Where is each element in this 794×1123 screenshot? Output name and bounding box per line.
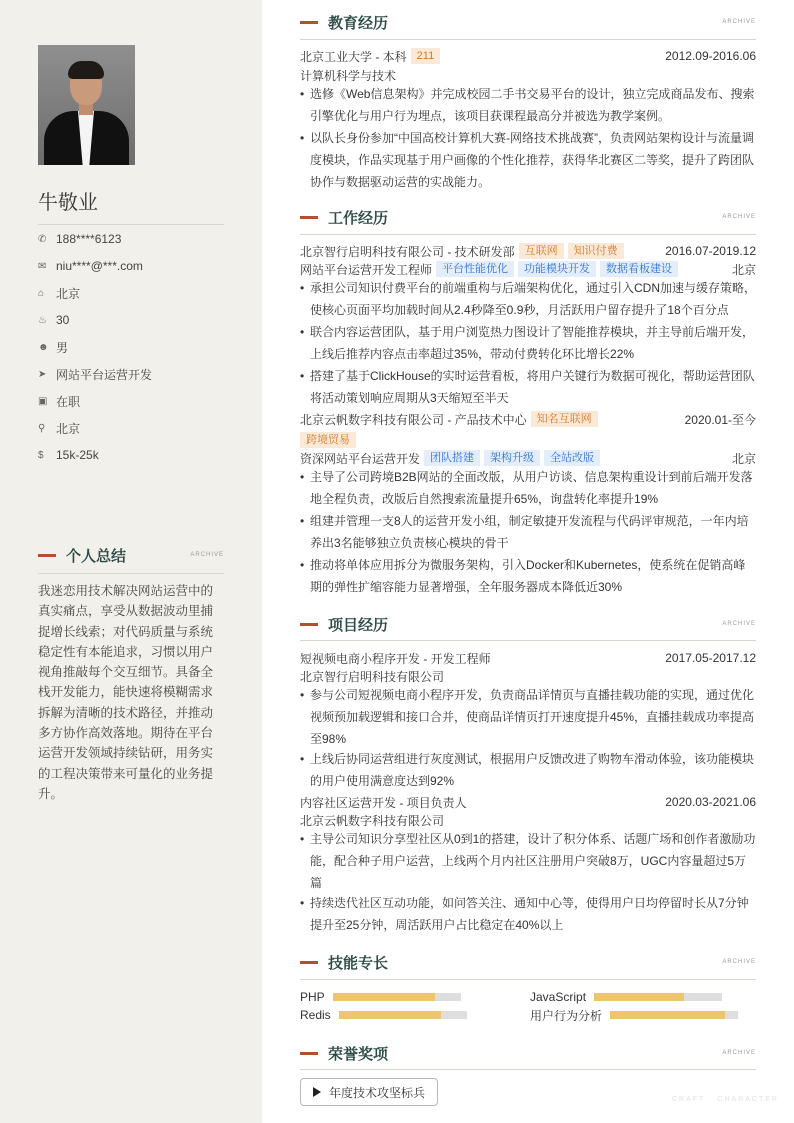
skill-item: [300, 1007, 467, 1023]
info-location: ⚲ 北京: [38, 421, 81, 436]
role-tag: 架构升级: [484, 450, 540, 466]
company-tag: 跨境贸易: [300, 432, 356, 448]
job-company: 北京云帆数字科技有限公司 - 产品技术中心: [300, 412, 527, 427]
projects-header: [300, 613, 756, 635]
company-tag: 互联网: [519, 243, 564, 259]
archive-label: ARCHIVE: [722, 621, 756, 627]
education-date: 2012.09-2016.06: [665, 49, 756, 63]
job-company-row: [300, 242, 756, 260]
skill-bar-fill: [610, 1011, 725, 1019]
skills-title: 技能专长: [328, 954, 389, 972]
phone-icon: ✆: [38, 233, 47, 245]
send-icon: ➤: [38, 368, 47, 380]
list-item: • 选修《Web信息架构》并完成校园二手书交易平台的设计，独立完成商品发布、搜索引擎优化与用户行为埋点，该项目获课程最高分并被选为教学案例。: [300, 83, 756, 127]
candidate-name: 牛敬业: [38, 192, 98, 214]
role-tag: 全站改版: [544, 450, 600, 466]
list-item: • 承担公司知识付费平台的前端重构与后端架构优化，通过引入CDN加速与缓存策略，使核心页面平均加载时间从2.4秒降至0.9秒，月活跃用户留存提升了18个百分点: [300, 277, 756, 321]
project-date: 2020.03-2021.06: [665, 795, 756, 809]
skill-bar-fill: [333, 993, 435, 1001]
role-tag: 数据看板建设: [600, 261, 678, 277]
summary-text: 我迷恋用技术解决网站运营中的真实痛点，享受从数据波动里捕捉增长线索；对代码质量与系统稳定性有本能追求，习惯以用户视角推敲每个交互细节。具备全栈开发能力，能快速将模糊需求拆解为清晰的技术路径，并推动多方协作高效落地。期待在平台运营开发领域持续钻研，用务实的工程决策带来可量化的业务提升。: [38, 584, 214, 801]
divider: [300, 234, 756, 235]
info-email: ✉ niu****@***.com: [38, 259, 143, 273]
archive-label: ARCHIVE: [722, 959, 756, 965]
play-icon: [313, 1087, 321, 1097]
skills-header: [300, 951, 756, 973]
info-status: ▣ 在职: [38, 394, 81, 409]
list-item: • 主导了公司跨境B2B网站的全面改版，从用户访谈、信息架构重设计到前后端开发落地全程负责，改版后自然搜索流量提升65%，询盘转化率提升19%: [300, 466, 756, 510]
project-date: 2017.05-2017.12: [665, 651, 756, 665]
list-item: • 以队长身份参加“中国高校计算机大赛-网络技术挑战赛”，负责网站架构设计与流量调度模块，作品实现基于用户画像的个性化推荐，获得华北赛区二等奖，提升了跨团队协作与数据驱动运营的实战能力。: [300, 127, 756, 193]
skill-bar: [339, 1011, 467, 1019]
skill-item: [530, 1007, 738, 1023]
section-accent-bar: [300, 1052, 318, 1055]
section-accent-bar: [38, 554, 56, 557]
role-tag: 平台性能优化: [436, 261, 514, 277]
skill-name: PHP: [300, 990, 325, 1004]
role-tag: 团队搭建: [424, 450, 480, 466]
project-company: 北京云帆数字科技有限公司: [300, 813, 445, 828]
skill-bar: [610, 1011, 738, 1019]
section-accent-bar: [300, 216, 318, 219]
section-accent-bar: [300, 623, 318, 626]
award-item[interactable]: [300, 1078, 438, 1106]
skill-bar: [594, 993, 722, 1001]
list-item: • 联合内容运营团队，基于用户浏览热力图设计了智能推荐模块，并主导前后端开发，上线后推荐内容点击率超过35%，带动付费转化环比增长22%: [300, 321, 756, 365]
section-accent-bar: [300, 21, 318, 24]
cake-icon: ♨: [38, 314, 47, 326]
info-hometown: ⌂ 北京: [38, 286, 81, 301]
job-city: 北京: [731, 451, 756, 466]
profile-photo: [38, 45, 135, 165]
job-company-row: [300, 410, 756, 428]
list-item: • 组建并管理一支8人的运营开发小组，制定敏捷开发流程与代码评审规范，一年内培养出3名能够独立负责核心模块的骨干: [300, 510, 756, 554]
archive-label: ARCHIVE: [722, 19, 756, 25]
info-gender: ☻ 男: [38, 340, 69, 355]
archive-label: ARCHIVE: [722, 214, 756, 220]
briefcase-icon: ▣: [38, 395, 48, 407]
divider: [300, 979, 756, 980]
skill-item: [300, 989, 461, 1005]
job-role-row: [300, 449, 756, 467]
project-name: 短视频电商小程序开发 - 开发工程师: [300, 651, 491, 666]
education-major: 计算机科学与技术: [300, 68, 397, 83]
award-label: 年度技术攻坚标兵: [329, 1085, 426, 1100]
list-item: • 上线后协同运营组进行灰度测试，根据用户反馈改进了购物车滑动体验，该功能模块的用户使用满意度达到92%: [300, 748, 756, 792]
skill-item: [530, 989, 722, 1005]
company-tag: 知名互联网: [531, 411, 598, 427]
location-icon: ⚲: [38, 422, 46, 434]
info-phone: ✆ 188****6123: [38, 232, 122, 246]
list-item: • 主导公司知识分享型社区从0到1的搭建，设计了积分体系、话题广场和创作者激励功能，配合种子用户运营，上线两个月内社区注册用户突破8万，UGC内容量超过5万篇: [300, 828, 756, 894]
project-row: [300, 649, 756, 667]
skill-bar-fill: [339, 1011, 441, 1019]
list-item: • 搭建了基于ClickHouse的实时运营看板，将用户关键行为数据可视化，帮助运营团队将活动策划响应周期从3天缩短至半天: [300, 365, 756, 409]
education-header: [300, 11, 756, 33]
divider: [300, 640, 756, 641]
job-date: 2020.01-至今: [684, 412, 756, 427]
company-tag: 知识付费: [568, 243, 624, 259]
job-city: 北京: [731, 262, 756, 277]
summary-header: [38, 545, 224, 565]
awards-header: [300, 1042, 756, 1064]
work-header: [300, 206, 756, 228]
skill-name: 用户行为分析: [530, 1008, 603, 1023]
face-icon: ☻: [38, 341, 49, 353]
skill-name: Redis: [300, 1008, 331, 1022]
summary-title: 个人总结: [66, 547, 127, 565]
school-name: 北京工业大学 - 本科: [300, 49, 407, 64]
divider: [38, 224, 224, 225]
project-name: 内容社区运营开发 - 项目负责人: [300, 795, 467, 810]
school-tag: 211: [411, 48, 441, 64]
role-tag: 功能模块开发: [518, 261, 596, 277]
money-icon: $: [38, 449, 44, 461]
list-item: • 推动将单体应用拆分为微服务架构，引入Docker和Kubernetes，使系统在促销高峰期的弹性扩缩容能力显著增强，全年服务器成本降低近30%: [300, 554, 756, 598]
skill-name: JavaScript: [530, 990, 587, 1004]
project-row: [300, 793, 756, 811]
job-role: 网站平台运营开发工程师: [300, 262, 433, 277]
education-title: 教育经历: [328, 14, 389, 32]
awards-title: 荣誉奖项: [328, 1045, 389, 1063]
education-school-row: [300, 47, 756, 65]
watermark: CRAFT · CHARACTER: [672, 1096, 779, 1103]
project-company: 北京智行启明科技有限公司: [300, 669, 445, 684]
skill-bar: [333, 993, 461, 1001]
job-company: 北京智行启明科技有限公司 - 技术研发部: [300, 244, 515, 259]
skill-bar-fill: [594, 993, 684, 1001]
job-date: 2016.07-2019.12: [665, 244, 756, 258]
list-item: • 持续迭代社区互动功能，如问答关注、通知中心等，使得用户日均停留时长从7分钟提升至25分钟，周活跃用户占比稳定在40%以上: [300, 892, 756, 936]
projects-title: 项目经历: [328, 616, 389, 634]
work-title: 工作经历: [328, 209, 389, 227]
divider: [38, 573, 224, 574]
list-item: • 参与公司短视频电商小程序开发，负责商品详情页与直播挂载功能的实现，通过优化视频预加载逻辑和接口合并，使商品详情页打开速度提升45%，直播挂载成功率提高至98%: [300, 684, 756, 750]
section-accent-bar: [300, 961, 318, 964]
job-role-row: [300, 260, 756, 278]
mail-icon: ✉: [38, 260, 47, 272]
info-age: ♨ 30: [38, 313, 70, 327]
job-company-tag-wrap: [296, 431, 752, 449]
divider: [300, 39, 756, 40]
info-target-job: ➤ 网站平台运营开发: [38, 367, 153, 382]
divider: [300, 1069, 756, 1070]
archive-label: ARCHIVE: [190, 552, 224, 558]
job-role: 资深网站平台运营开发: [300, 451, 421, 466]
archive-label: ARCHIVE: [722, 1050, 756, 1056]
home-icon: ⌂: [38, 287, 45, 299]
info-salary: $ 15k-25k: [38, 448, 99, 462]
